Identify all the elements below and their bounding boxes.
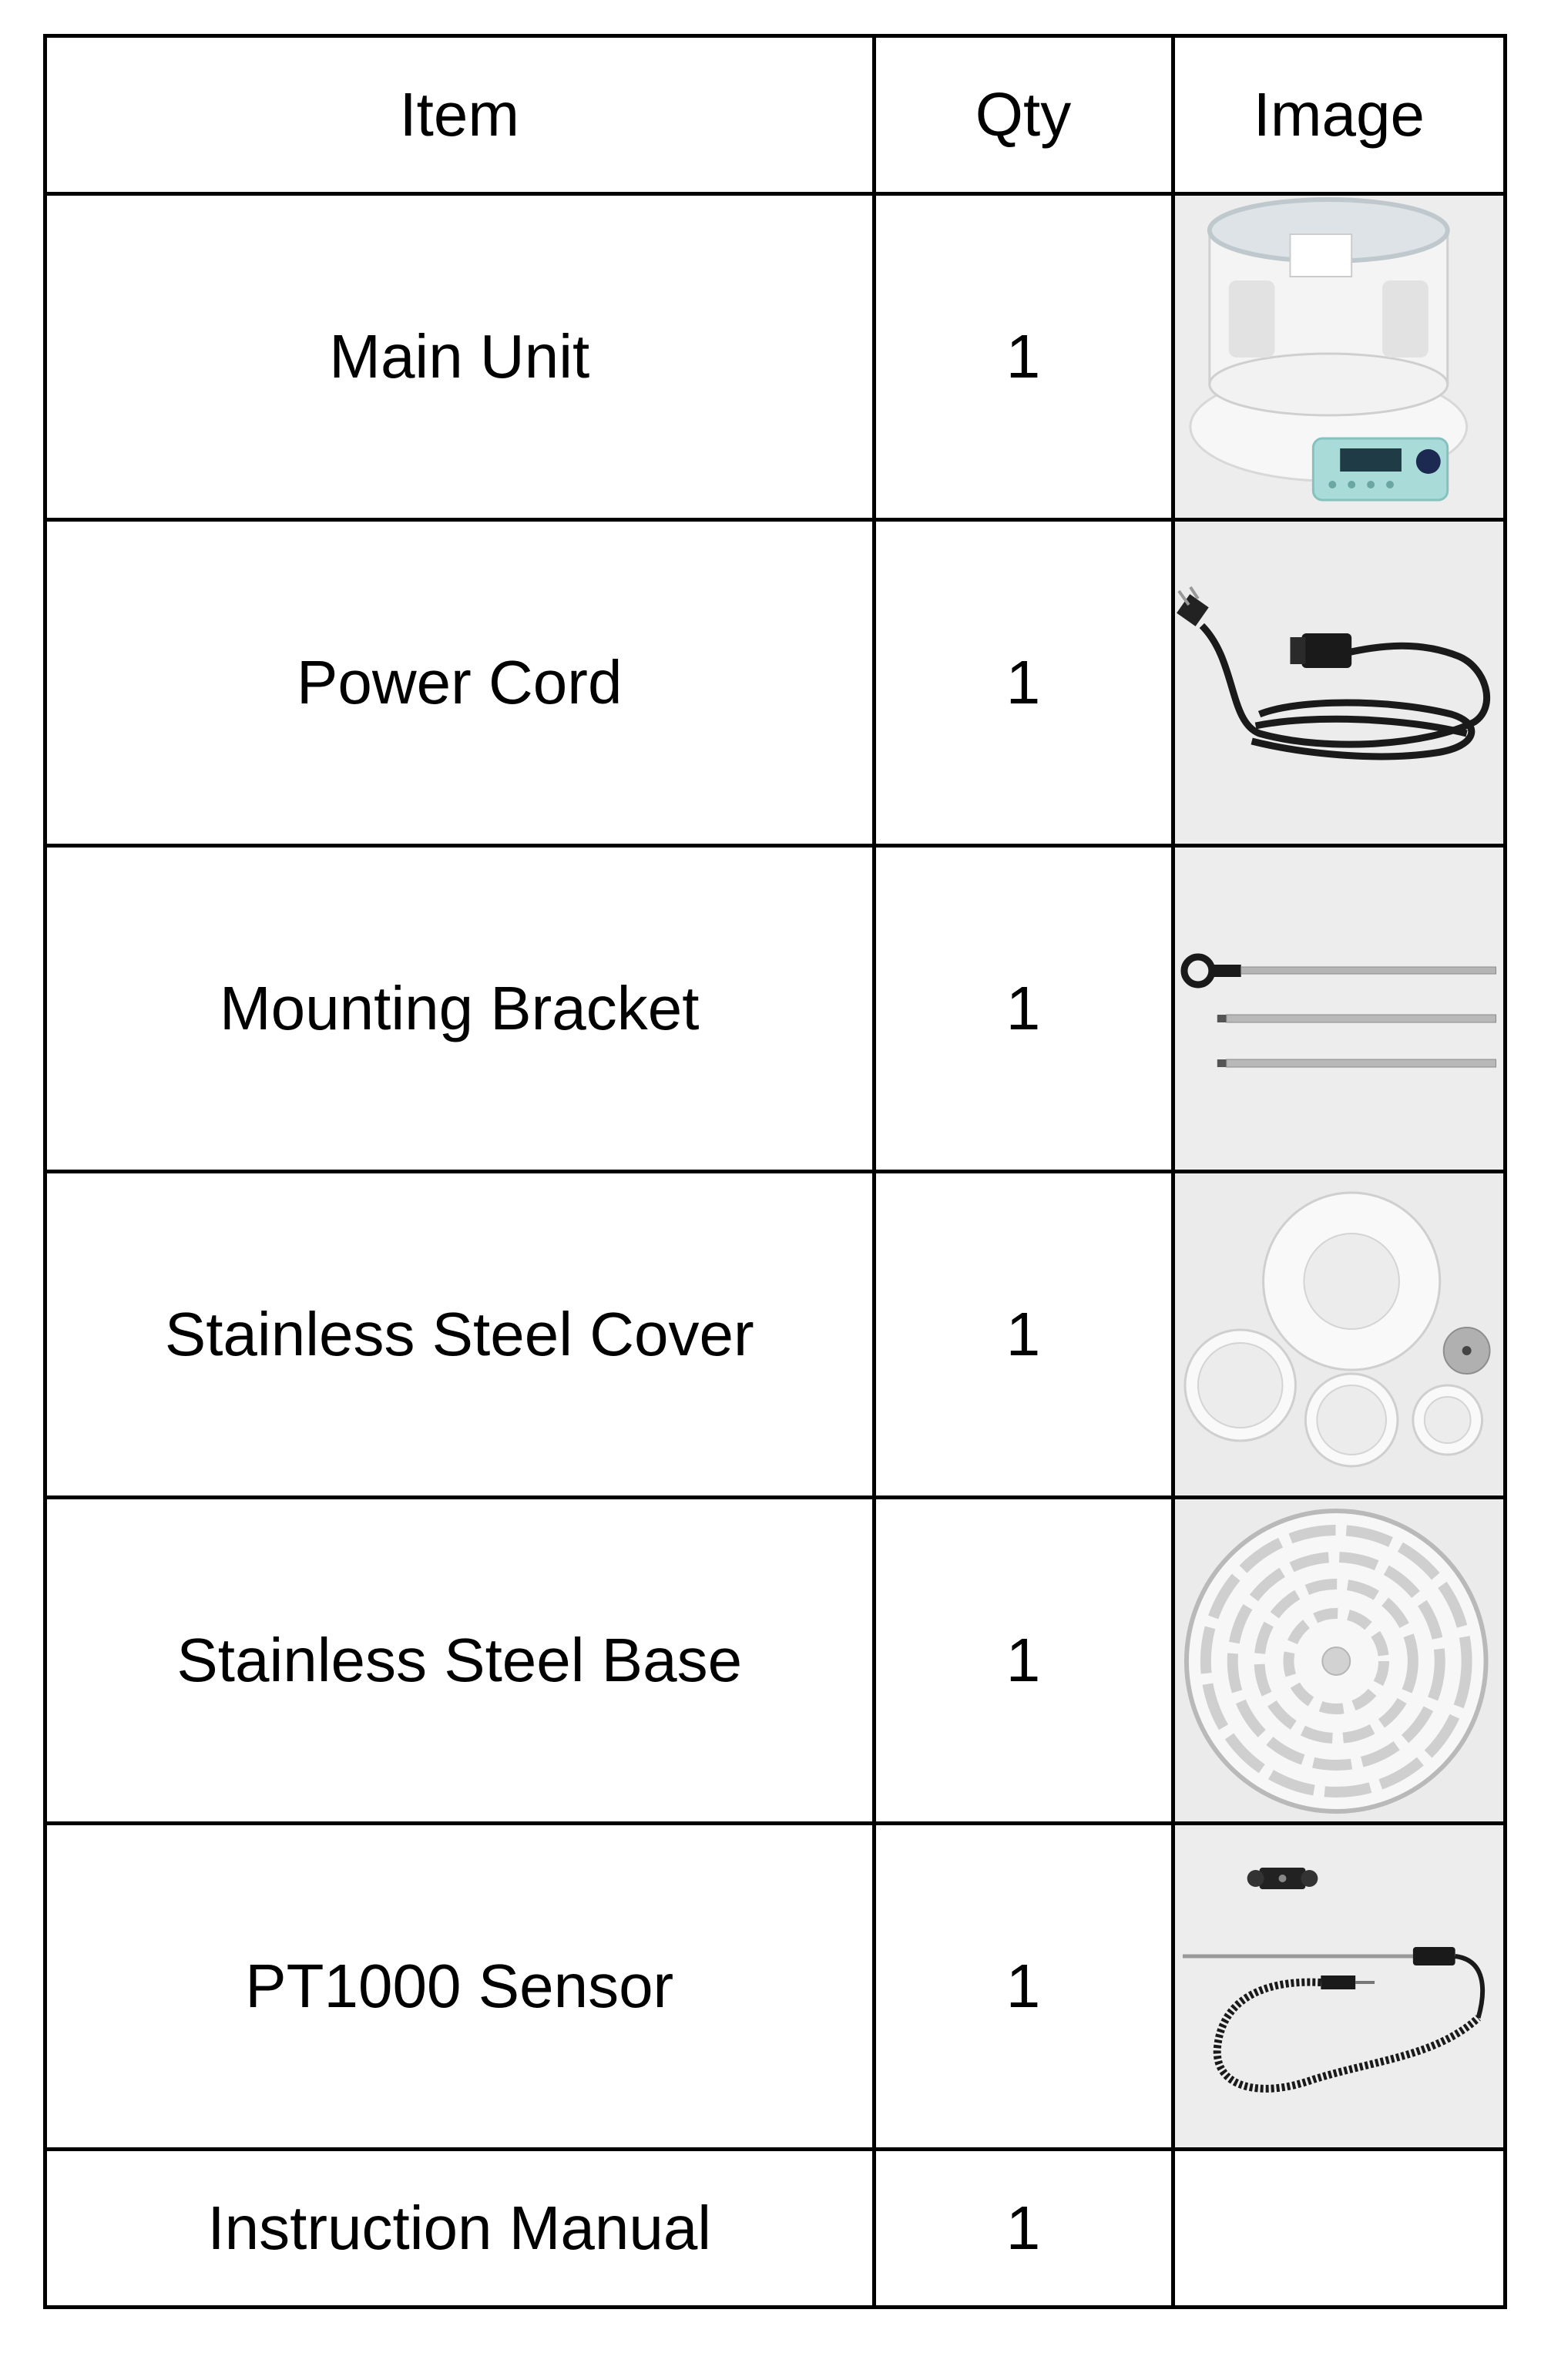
item-qty: 1 [874,1824,1173,2150]
mounting-bracket-photo [1173,846,1505,1172]
item-qty: 1 [874,1172,1173,1498]
item-name: Stainless Steel Cover [45,1172,875,1498]
table-row [45,2150,1506,2308]
stainless-steel-cover-photo [1173,1172,1505,1498]
table-row [45,846,1506,1172]
empty-image-cell [1173,2150,1505,2308]
item-qty: 1 [874,846,1173,1172]
main-unit-photo [1173,194,1505,520]
item-name: Stainless Steel Base [45,1498,875,1824]
header-item: Item [45,36,875,194]
table-row [45,194,1506,520]
item-name: Main Unit [45,194,875,520]
header-image: Image [1173,36,1505,194]
table-row [45,1498,1506,1824]
table-row [45,1824,1506,2150]
item-qty: 1 [874,194,1173,520]
item-name: Mounting Bracket [45,846,875,1172]
packing-list-table [43,34,1507,2309]
item-name: Instruction Manual [45,2150,875,2308]
item-qty: 1 [874,520,1173,846]
header-row [45,36,1506,194]
table-row [45,520,1506,846]
power-cord-photo [1173,520,1505,846]
header-qty: Qty [874,36,1173,194]
item-name: PT1000 Sensor [45,1824,875,2150]
item-qty: 1 [874,2150,1173,2308]
table-row [45,1172,1506,1498]
item-qty: 1 [874,1498,1173,1824]
pt1000-sensor-photo [1173,1824,1505,2150]
stainless-steel-base-photo [1173,1498,1505,1824]
item-name: Power Cord [45,520,875,846]
